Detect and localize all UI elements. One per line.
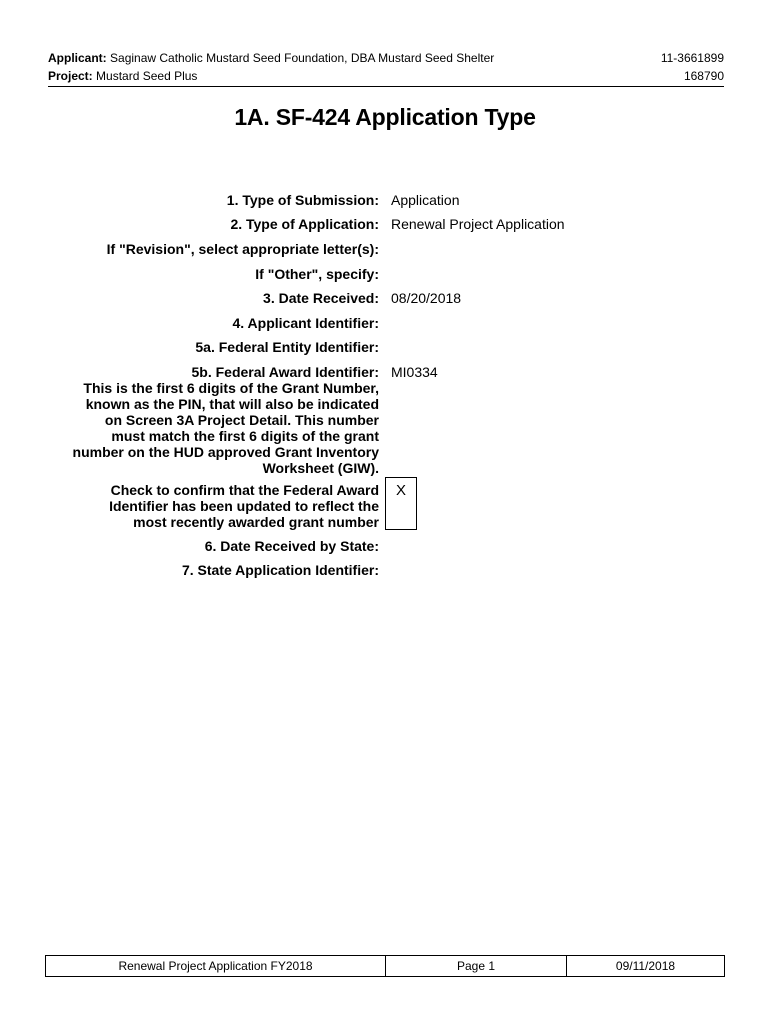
federal-award-note: This is the first 6 digits of the Grant Number, known as the PIN, that will also be indicated on Screen 3A Project Detail. This number must match the first 6 digits of the grant number on the HUD approved Grant Inventory Worksheet (GIW). xyxy=(72,380,379,476)
project-number: 168790 xyxy=(683,69,724,83)
revision-letters-label: If "Revision", select appropriate letter(s): xyxy=(106,241,379,257)
applicant-label: Applicant: xyxy=(48,51,107,65)
footer-form-name: Renewal Project Application FY2018 xyxy=(46,956,386,976)
type-of-application-label: 2. Type of Application: xyxy=(230,216,379,232)
footer-page-number: Page 1 xyxy=(386,956,567,976)
project-line xyxy=(48,69,197,83)
federal-entity-identifier-label: 5a. Federal Entity Identifier: xyxy=(195,339,379,355)
page-header xyxy=(48,50,724,87)
state-application-identifier-label: 7. State Application Identifier: xyxy=(181,562,379,578)
project-label: Project: xyxy=(48,69,93,83)
footer-date: 09/11/2018 xyxy=(615,959,676,973)
page-footer xyxy=(45,955,725,977)
applicant-line xyxy=(48,51,494,65)
other-specify-label: If "Other", specify: xyxy=(255,266,379,282)
confirm-update-label: Check to confirm that the Federal Award Identifier has been updated to reflect the most recently awarded grant number xyxy=(109,482,379,530)
date-received-by-state-label: 6. Date Received by State: xyxy=(204,538,379,554)
type-of-submission-value: Application xyxy=(391,192,460,208)
applicant-name: Saginaw Catholic Mustard Seed Foundation, DBA Mustard Seed Shelter xyxy=(110,51,495,65)
ein-number: 11-3661899 xyxy=(660,51,724,65)
federal-award-identifier-value: MI0334 xyxy=(391,364,438,380)
applicant-identifier-label: 4. Applicant Identifier: xyxy=(232,315,379,331)
project-name: Mustard Seed Plus xyxy=(96,69,198,83)
page-title: 1A. SF-424 Application Type xyxy=(234,104,536,130)
date-received-label: 3. Date Received: xyxy=(263,290,379,306)
type-of-submission-label: 1. Type of Submission: xyxy=(226,192,379,208)
date-received-value: 08/20/2018 xyxy=(391,290,462,306)
type-of-application-value: Renewal Project Application xyxy=(391,216,565,232)
confirm-update-checkbox[interactable]: X xyxy=(385,477,417,530)
federal-award-identifier-label: 5b. Federal Award Identifier: xyxy=(191,364,379,380)
